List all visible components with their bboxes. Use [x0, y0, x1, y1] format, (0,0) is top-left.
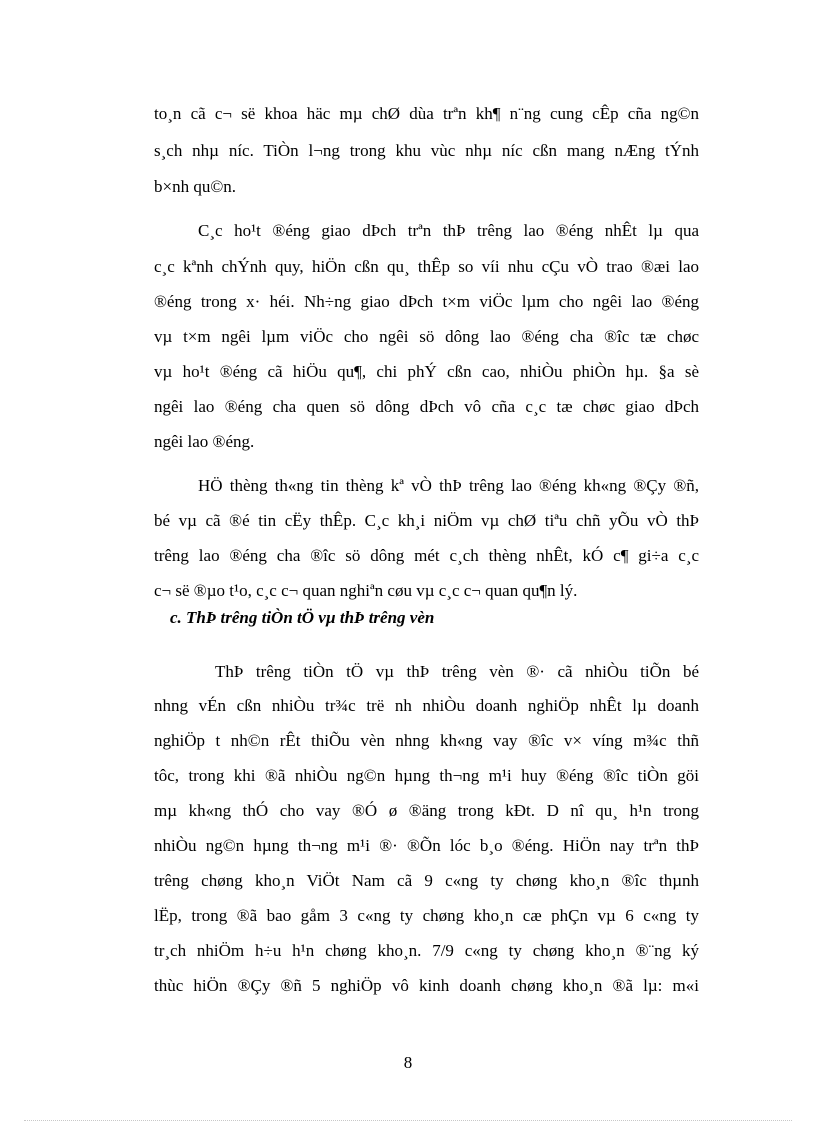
paragraph-line: C¸c ho¹t ®éng giao dÞch trªn thÞ trêng lao ®éng nhÊt lµ qua [198, 221, 699, 240]
paragraph-line: thùc hiÖn ®Çy ®ñ 5 nghiÖp vô kinh doanh chøng kho¸n ®ã lµ: m«i [154, 976, 699, 995]
paragraph-line: HÖ thèng th«ng tin thèng kª vÒ thÞ trêng lao ®éng kh«ng ®Çy ®ñ, [198, 476, 699, 495]
paragraph-line: bé vµ cã ®é tin cËy thÊp. C¸c kh¸i niÖm vµ chØ tiªu chñ yÕu vÒ thÞ [154, 511, 699, 530]
paragraph-line: tr¸ch nhiÖm h÷u h¹n chøng kho¸n. 7/9 c«ng ty chøng kho¸n ®¨ng ký [154, 941, 699, 960]
paragraph-line: lËp, trong ®ã bao gåm 3 c«ng ty chøng kho¸n cæ phÇn vµ 6 c«ng ty [154, 906, 699, 925]
paragraph-line: mµ kh«ng thÓ cho vay ®Ó ø ®äng trong kÐt. D nî qu¸ h¹n trong [154, 801, 699, 820]
paragraph-line: c¬ së ®µo t¹o, c¸c c¬ quan nghiªn cøu vµ c¸c c¬ quan qu¶n lý. [154, 581, 578, 600]
paragraph-line: ngêi lao ®éng cha quen sö dông dÞch vô cña c¸c tæ chøc giao dÞch [154, 397, 699, 416]
paragraph-line: tôc, trong khi ®ã nhiÒu ng©n hµng th¬ng m¹i huy ®éng ®îc tiÒn göi [154, 766, 699, 785]
paragraph-line: ngêi lao ®éng. [154, 432, 255, 451]
paragraph-line: nghiÖp t nh©n rÊt thiÕu vèn nhng kh«ng vay ®îc v× víng m¾c thñ [154, 731, 699, 750]
paragraph-line: vµ ho¹t ®éng cã hiÖu qu¶, chi phÝ cßn cao, nhiÒu phiÒn hµ. §a sè [154, 362, 699, 381]
paragraph-line: nhiÒu ng©n hµng th¬ng m¹i ®· ®Õn lóc b¸o ®éng. HiÖn nay trªn thÞ [154, 836, 699, 855]
paragraph-line: ThÞ trêng tiÒn tÖ vµ thÞ trêng vèn ®· cã nhiÒu tiÕn bé [215, 662, 699, 681]
paragraph-line: c¸c kªnh chÝnh quy, hiÖn cßn qu¸ thÊp so víi nhu cÇu vÒ trao ®æi lao [154, 257, 699, 276]
paragraph-line: to¸n cã c¬ së khoa häc mµ chØ dùa trªn kh¶ n¨ng cung cÊp cña ng©n [154, 104, 699, 123]
paragraph-line: trêng lao ®éng cha ®îc sö dông mét c¸ch thèng nhÊt, kÓ c¶ gi÷a c¸c [154, 546, 699, 565]
paragraph-line: s¸ch nhµ níc. TiÒn l¬ng trong khu vùc nhµ níc cßn mang nÆng tÝnh [154, 141, 699, 160]
paragraph-line: ®éng trong x· héi. Nh÷ng giao dÞch t×m viÖc lµm cho ngêi lao ®éng [154, 292, 699, 311]
page-number: 8 [403, 1053, 413, 1072]
paragraph-line: vµ t×m ngêi lµm viÖc cho ngêi sö dông lao ®éng cha ®îc tæ chøc [154, 327, 699, 346]
page-bottom-divider [24, 1120, 792, 1121]
paragraph-line: nhng vÉn cßn nhiÒu tr¾c trë nh nhiÒu doanh nghiÖp nhÊt lµ doanh [154, 696, 699, 715]
section-heading: c. ThÞ trêng tiÒn tÖ vµ thÞ trêng vèn [170, 608, 435, 627]
paragraph-line: b×nh qu©n. [154, 177, 237, 196]
paragraph-line: trêng chøng kho¸n ViÖt Nam cã 9 c«ng ty chøng kho¸n ®îc thµnh [154, 871, 699, 890]
